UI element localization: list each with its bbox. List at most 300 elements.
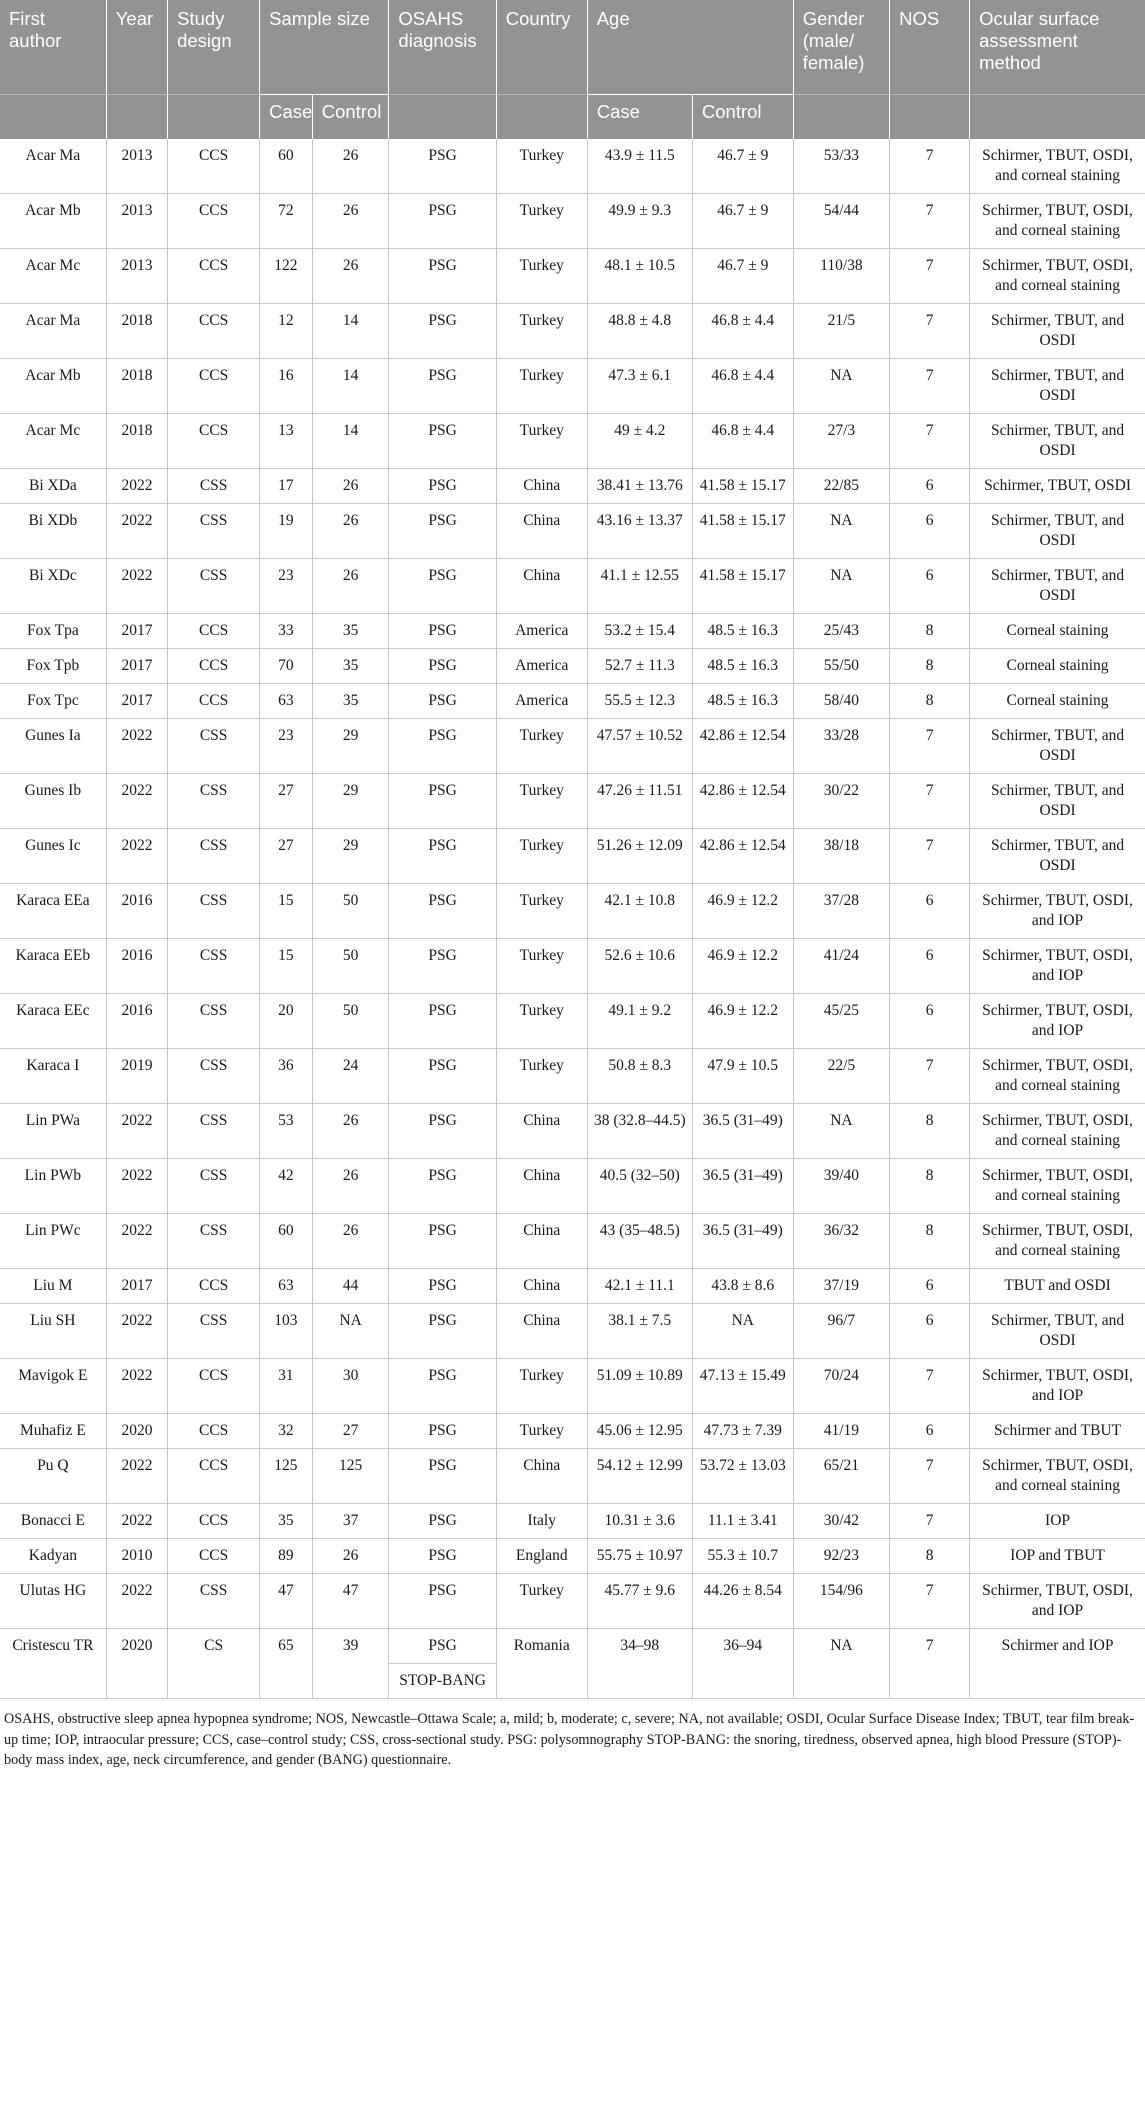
cell-ocular-method: Schirmer, TBUT, and OSDI bbox=[970, 774, 1145, 829]
cell-gender: 41/24 bbox=[793, 939, 889, 994]
header-sample-size: Sample size bbox=[260, 0, 389, 95]
cell-first-author: Bi XDb bbox=[0, 504, 106, 559]
cell-study-design: CCS bbox=[168, 359, 260, 414]
cell-sample-control: 14 bbox=[312, 359, 389, 414]
table-row bbox=[0, 1104, 1145, 1159]
cell-diagnosis: PSG bbox=[389, 719, 496, 774]
cell-age-case: 49.1 ± 9.2 bbox=[587, 994, 692, 1049]
cell-diagnosis: PSG bbox=[389, 614, 496, 649]
cell-year: 2022 bbox=[106, 1574, 167, 1629]
cell-diagnosis-extra: STOP-BANG bbox=[389, 1664, 496, 1699]
cell-year: 2022 bbox=[106, 1449, 167, 1504]
cell-country: Turkey bbox=[496, 304, 587, 359]
cell-gender: 33/28 bbox=[793, 719, 889, 774]
cell-gender: NA bbox=[793, 1629, 889, 1699]
cell-study-design: CCS bbox=[168, 304, 260, 359]
cell-country: Turkey bbox=[496, 1049, 587, 1104]
cell-sample-control: 39 bbox=[312, 1629, 389, 1699]
table-row bbox=[0, 304, 1145, 359]
cell-ocular-method: Schirmer, TBUT, OSDI, and corneal staining bbox=[970, 1104, 1145, 1159]
header-spacer bbox=[0, 95, 106, 140]
cell-study-design: CS bbox=[168, 1629, 260, 1699]
cell-ocular-method: Corneal staining bbox=[970, 614, 1145, 649]
cell-country: America bbox=[496, 614, 587, 649]
cell-ocular-method: Schirmer, TBUT, OSDI, and corneal staining bbox=[970, 139, 1145, 194]
cell-country: Turkey bbox=[496, 774, 587, 829]
cell-nos: 6 bbox=[890, 1269, 970, 1304]
cell-sample-case: 20 bbox=[260, 994, 313, 1049]
cell-age-control: 46.8 ± 4.4 bbox=[692, 414, 793, 469]
cell-gender: 154/96 bbox=[793, 1574, 889, 1629]
cell-ocular-method: Corneal staining bbox=[970, 649, 1145, 684]
cell-sample-case: 125 bbox=[260, 1449, 313, 1504]
cell-country: Turkey bbox=[496, 884, 587, 939]
cell-age-case: 42.1 ± 10.8 bbox=[587, 884, 692, 939]
cell-year: 2022 bbox=[106, 504, 167, 559]
cell-sample-control: 37 bbox=[312, 1504, 389, 1539]
cell-sample-case: 122 bbox=[260, 249, 313, 304]
cell-sample-control: 50 bbox=[312, 939, 389, 994]
cell-country: Turkey bbox=[496, 414, 587, 469]
cell-nos: 6 bbox=[890, 1414, 970, 1449]
cell-age-control: 48.5 ± 16.3 bbox=[692, 684, 793, 719]
cell-age-case: 41.1 ± 12.55 bbox=[587, 559, 692, 614]
table-row bbox=[0, 1449, 1145, 1504]
cell-year: 2018 bbox=[106, 414, 167, 469]
cell-sample-case: 65 bbox=[260, 1629, 313, 1699]
cell-sample-control: 47 bbox=[312, 1574, 389, 1629]
cell-first-author: Lin PWc bbox=[0, 1214, 106, 1269]
cell-country: Turkey bbox=[496, 1574, 587, 1629]
table-row bbox=[0, 719, 1145, 774]
cell-first-author: Karaca EEa bbox=[0, 884, 106, 939]
cell-sample-control: 26 bbox=[312, 1104, 389, 1159]
cell-country: England bbox=[496, 1539, 587, 1574]
cell-sample-case: 35 bbox=[260, 1504, 313, 1539]
cell-nos: 7 bbox=[890, 139, 970, 194]
cell-diagnosis: PSG bbox=[389, 774, 496, 829]
header-ocular-method: Ocular surface assessment method bbox=[970, 0, 1145, 95]
cell-first-author: Gunes Ia bbox=[0, 719, 106, 774]
cell-nos: 8 bbox=[890, 684, 970, 719]
cell-age-control: 36–94 bbox=[692, 1629, 793, 1699]
header-spacer bbox=[793, 95, 889, 140]
cell-age-case: 43.16 ± 13.37 bbox=[587, 504, 692, 559]
table-row bbox=[0, 559, 1145, 614]
cell-age-case: 51.26 ± 12.09 bbox=[587, 829, 692, 884]
cell-study-design: CCS bbox=[168, 614, 260, 649]
cell-study-design: CSS bbox=[168, 1159, 260, 1214]
cell-nos: 6 bbox=[890, 1304, 970, 1359]
cell-age-case: 43 (35–48.5) bbox=[587, 1214, 692, 1269]
cell-ocular-method: Schirmer, TBUT, and OSDI bbox=[970, 359, 1145, 414]
cell-gender: 92/23 bbox=[793, 1539, 889, 1574]
cell-first-author: Bi XDa bbox=[0, 469, 106, 504]
header-age: Age bbox=[587, 0, 793, 95]
cell-study-design: CCS bbox=[168, 1449, 260, 1504]
cell-study-design: CSS bbox=[168, 884, 260, 939]
table-footnote: OSAHS, obstructive sleep apnea hypopnea syndrome; NOS, Newcastle–Ottawa Scale; a, mild; b, moderate; c, severe; NA, not available; OSDI, Ocular Surface Disease Index; TBUT, tear film break-up time; IOP, intraocular pressure; CCS, case–control study; CSS, cross-sectional study. PSG: polysomnography STOP-BANG: the snoring, tiredness, observed apnea, high blood Pressure (STOP)-body mass index, age, neck circumference, and gender (BANG) questionnaire. bbox=[4, 1711, 1135, 1768]
cell-diagnosis: PSG bbox=[389, 559, 496, 614]
cell-country: Turkey bbox=[496, 194, 587, 249]
header-gender: Gender (male/ female) bbox=[793, 0, 889, 95]
cell-age-control: 42.86 ± 12.54 bbox=[692, 829, 793, 884]
cell-diagnosis: PSG bbox=[389, 1269, 496, 1304]
cell-sample-control: 29 bbox=[312, 829, 389, 884]
cell-sample-case: 53 bbox=[260, 1104, 313, 1159]
cell-year: 2022 bbox=[106, 829, 167, 884]
header-first-author: First author bbox=[0, 0, 106, 95]
cell-ocular-method: Schirmer and TBUT bbox=[970, 1414, 1145, 1449]
cell-ocular-method: IOP bbox=[970, 1504, 1145, 1539]
cell-year: 2022 bbox=[106, 1159, 167, 1214]
cell-gender: 30/22 bbox=[793, 774, 889, 829]
cell-ocular-method: Schirmer, TBUT, and OSDI bbox=[970, 559, 1145, 614]
cell-age-case: 53.2 ± 15.4 bbox=[587, 614, 692, 649]
cell-study-design: CSS bbox=[168, 469, 260, 504]
cell-gender: 37/19 bbox=[793, 1269, 889, 1304]
cell-country: Turkey bbox=[496, 139, 587, 194]
cell-sample-control: 29 bbox=[312, 774, 389, 829]
cell-first-author: Liu M bbox=[0, 1269, 106, 1304]
cell-nos: 8 bbox=[890, 1539, 970, 1574]
cell-country: China bbox=[496, 469, 587, 504]
cell-age-case: 40.5 (32–50) bbox=[587, 1159, 692, 1214]
cell-country: America bbox=[496, 684, 587, 719]
header-sample-control: Control bbox=[312, 95, 389, 140]
cell-country: Turkey bbox=[496, 829, 587, 884]
header-spacer bbox=[389, 95, 496, 140]
cell-nos: 7 bbox=[890, 1049, 970, 1104]
cell-ocular-method: Schirmer, TBUT, OSDI bbox=[970, 469, 1145, 504]
cell-nos: 6 bbox=[890, 559, 970, 614]
cell-gender: 25/43 bbox=[793, 614, 889, 649]
cell-ocular-method: Schirmer and IOP bbox=[970, 1629, 1145, 1699]
cell-age-control: 48.5 ± 16.3 bbox=[692, 649, 793, 684]
cell-ocular-method: Schirmer, TBUT, and OSDI bbox=[970, 304, 1145, 359]
cell-sample-control: 125 bbox=[312, 1449, 389, 1504]
cell-sample-case: 19 bbox=[260, 504, 313, 559]
cell-diagnosis: PSG bbox=[389, 1359, 496, 1414]
cell-ocular-method: IOP and TBUT bbox=[970, 1539, 1145, 1574]
cell-nos: 7 bbox=[890, 774, 970, 829]
cell-diagnosis: PSG bbox=[389, 1504, 496, 1539]
cell-ocular-method: Schirmer, TBUT, and OSDI bbox=[970, 1304, 1145, 1359]
cell-year: 2022 bbox=[106, 1359, 167, 1414]
cell-country: China bbox=[496, 1104, 587, 1159]
cell-nos: 6 bbox=[890, 504, 970, 559]
cell-country: Italy bbox=[496, 1504, 587, 1539]
cell-nos: 6 bbox=[890, 884, 970, 939]
cell-age-control: 36.5 (31–49) bbox=[692, 1104, 793, 1159]
cell-nos: 7 bbox=[890, 414, 970, 469]
cell-nos: 7 bbox=[890, 304, 970, 359]
cell-nos: 6 bbox=[890, 994, 970, 1049]
cell-diagnosis: PSG bbox=[389, 939, 496, 994]
cell-year: 2013 bbox=[106, 194, 167, 249]
cell-age-case: 10.31 ± 3.6 bbox=[587, 1504, 692, 1539]
cell-sample-control: 26 bbox=[312, 504, 389, 559]
cell-study-design: CSS bbox=[168, 1214, 260, 1269]
cell-ocular-method: Schirmer, TBUT, and OSDI bbox=[970, 414, 1145, 469]
cell-sample-control: 26 bbox=[312, 194, 389, 249]
cell-gender: NA bbox=[793, 359, 889, 414]
cell-country: China bbox=[496, 1449, 587, 1504]
cell-ocular-method: Schirmer, TBUT, OSDI, and IOP bbox=[970, 939, 1145, 994]
table-row bbox=[0, 1359, 1145, 1414]
table-row bbox=[0, 829, 1145, 884]
cell-age-case: 47.3 ± 6.1 bbox=[587, 359, 692, 414]
header-study-design: Study design bbox=[168, 0, 260, 95]
cell-first-author: Karaca EEc bbox=[0, 994, 106, 1049]
cell-age-control: 53.72 ± 13.03 bbox=[692, 1449, 793, 1504]
cell-first-author: Muhafiz E bbox=[0, 1414, 106, 1449]
cell-gender: 30/42 bbox=[793, 1504, 889, 1539]
cell-age-case: 48.1 ± 10.5 bbox=[587, 249, 692, 304]
cell-gender: 110/38 bbox=[793, 249, 889, 304]
cell-age-control: 36.5 (31–49) bbox=[692, 1159, 793, 1214]
cell-study-design: CCS bbox=[168, 684, 260, 719]
cell-gender: 53/33 bbox=[793, 139, 889, 194]
table-row bbox=[0, 1304, 1145, 1359]
table-row bbox=[0, 1414, 1145, 1449]
cell-age-case: 34–98 bbox=[587, 1629, 692, 1699]
cell-ocular-method: Schirmer, TBUT, OSDI, and IOP bbox=[970, 884, 1145, 939]
table-row bbox=[0, 1049, 1145, 1104]
cell-diagnosis: PSG bbox=[389, 1539, 496, 1574]
cell-gender: 65/21 bbox=[793, 1449, 889, 1504]
cell-sample-control: 35 bbox=[312, 649, 389, 684]
cell-age-control: 44.26 ± 8.54 bbox=[692, 1574, 793, 1629]
cell-first-author: Acar Mc bbox=[0, 249, 106, 304]
cell-year: 2016 bbox=[106, 994, 167, 1049]
cell-sample-case: 42 bbox=[260, 1159, 313, 1214]
cell-year: 2022 bbox=[106, 1104, 167, 1159]
cell-first-author: Acar Mb bbox=[0, 359, 106, 414]
cell-nos: 6 bbox=[890, 469, 970, 504]
cell-diagnosis: PSG bbox=[389, 504, 496, 559]
cell-study-design: CCS bbox=[168, 1359, 260, 1414]
cell-gender: 37/28 bbox=[793, 884, 889, 939]
cell-year: 2018 bbox=[106, 304, 167, 359]
cell-first-author: Fox Tpc bbox=[0, 684, 106, 719]
cell-sample-control: 26 bbox=[312, 559, 389, 614]
cell-ocular-method: Corneal staining bbox=[970, 684, 1145, 719]
cell-year: 2016 bbox=[106, 939, 167, 994]
table-row bbox=[0, 684, 1145, 719]
cell-sample-control: 35 bbox=[312, 614, 389, 649]
cell-nos: 7 bbox=[890, 249, 970, 304]
cell-diagnosis: PSG bbox=[389, 414, 496, 469]
cell-sample-control: 24 bbox=[312, 1049, 389, 1104]
cell-sample-case: 17 bbox=[260, 469, 313, 504]
header-spacer bbox=[890, 95, 970, 140]
cell-study-design: CCS bbox=[168, 1414, 260, 1449]
cell-diagnosis: PSG bbox=[389, 884, 496, 939]
cell-sample-case: 12 bbox=[260, 304, 313, 359]
cell-nos: 8 bbox=[890, 614, 970, 649]
header-spacer bbox=[106, 95, 167, 140]
cell-first-author: Fox Tpa bbox=[0, 614, 106, 649]
cell-sample-control: 26 bbox=[312, 469, 389, 504]
table-row bbox=[0, 774, 1145, 829]
cell-sample-control: 26 bbox=[312, 249, 389, 304]
cell-sample-control: 50 bbox=[312, 884, 389, 939]
cell-sample-case: 60 bbox=[260, 139, 313, 194]
cell-sample-case: 47 bbox=[260, 1574, 313, 1629]
cell-age-case: 45.77 ± 9.6 bbox=[587, 1574, 692, 1629]
cell-sample-case: 33 bbox=[260, 614, 313, 649]
cell-country: Turkey bbox=[496, 994, 587, 1049]
cell-sample-control: 29 bbox=[312, 719, 389, 774]
cell-first-author: Bonacci E bbox=[0, 1504, 106, 1539]
cell-age-control: 46.9 ± 12.2 bbox=[692, 884, 793, 939]
cell-diagnosis: PSG bbox=[389, 1104, 496, 1159]
cell-study-design: CCS bbox=[168, 1269, 260, 1304]
header-spacer bbox=[168, 95, 260, 140]
cell-nos: 8 bbox=[890, 1159, 970, 1214]
cell-age-control: 47.9 ± 10.5 bbox=[692, 1049, 793, 1104]
cell-first-author: Pu Q bbox=[0, 1449, 106, 1504]
cell-first-author: Kadyan bbox=[0, 1539, 106, 1574]
table-row bbox=[0, 359, 1145, 414]
cell-sample-control: 26 bbox=[312, 1159, 389, 1214]
header-nos: NOS bbox=[890, 0, 970, 95]
cell-nos: 8 bbox=[890, 649, 970, 684]
cell-sample-case: 60 bbox=[260, 1214, 313, 1269]
cell-diagnosis: PSG bbox=[389, 1449, 496, 1504]
cell-sample-case: 16 bbox=[260, 359, 313, 414]
cell-diagnosis: PSG bbox=[389, 1629, 496, 1664]
cell-study-design: CCS bbox=[168, 1504, 260, 1539]
cell-gender: NA bbox=[793, 504, 889, 559]
table-row bbox=[0, 614, 1145, 649]
cell-country: China bbox=[496, 1214, 587, 1269]
cell-first-author: Gunes Ib bbox=[0, 774, 106, 829]
cell-study-design: CSS bbox=[168, 1574, 260, 1629]
cell-gender: 36/32 bbox=[793, 1214, 889, 1269]
header-osahs-diagnosis: OSAHS diagnosis bbox=[389, 0, 496, 95]
cell-first-author: Ulutas HG bbox=[0, 1574, 106, 1629]
cell-ocular-method: Schirmer, TBUT, OSDI, and IOP bbox=[970, 1359, 1145, 1414]
cell-ocular-method: Schirmer, TBUT, OSDI, and corneal staining bbox=[970, 1049, 1145, 1104]
cell-first-author: Fox Tpb bbox=[0, 649, 106, 684]
table-row bbox=[0, 1574, 1145, 1629]
table-row bbox=[0, 939, 1145, 994]
cell-nos: 7 bbox=[890, 194, 970, 249]
cell-gender: 27/3 bbox=[793, 414, 889, 469]
cell-gender: 45/25 bbox=[793, 994, 889, 1049]
cell-diagnosis: PSG bbox=[389, 1214, 496, 1269]
cell-study-design: CCS bbox=[168, 1539, 260, 1574]
cell-sample-case: 70 bbox=[260, 649, 313, 684]
cell-ocular-method: Schirmer, TBUT, OSDI, and corneal staining bbox=[970, 194, 1145, 249]
cell-country: Romania bbox=[496, 1629, 587, 1699]
cell-nos: 7 bbox=[890, 719, 970, 774]
header-country: Country bbox=[496, 0, 587, 95]
cell-gender: NA bbox=[793, 1104, 889, 1159]
cell-country: China bbox=[496, 1304, 587, 1359]
cell-sample-control: 26 bbox=[312, 139, 389, 194]
cell-gender: 55/50 bbox=[793, 649, 889, 684]
cell-age-control: NA bbox=[692, 1304, 793, 1359]
cell-sample-control: 35 bbox=[312, 684, 389, 719]
cell-nos: 7 bbox=[890, 1504, 970, 1539]
cell-sample-case: 13 bbox=[260, 414, 313, 469]
cell-age-control: 43.8 ± 8.6 bbox=[692, 1269, 793, 1304]
cell-gender: 21/5 bbox=[793, 304, 889, 359]
cell-study-design: CCS bbox=[168, 414, 260, 469]
cell-age-case: 38 (32.8–44.5) bbox=[587, 1104, 692, 1159]
cell-sample-case: 23 bbox=[260, 719, 313, 774]
cell-sample-case: 23 bbox=[260, 559, 313, 614]
table-row bbox=[0, 1159, 1145, 1214]
cell-age-case: 55.75 ± 10.97 bbox=[587, 1539, 692, 1574]
cell-year: 2017 bbox=[106, 614, 167, 649]
cell-study-design: CSS bbox=[168, 719, 260, 774]
cell-gender: 38/18 bbox=[793, 829, 889, 884]
table-row bbox=[0, 994, 1145, 1049]
cell-first-author: Acar Ma bbox=[0, 139, 106, 194]
cell-year: 2013 bbox=[106, 139, 167, 194]
cell-ocular-method: Schirmer, TBUT, OSDI, and IOP bbox=[970, 1574, 1145, 1629]
header-age-control: Control bbox=[692, 95, 793, 140]
cell-sample-case: 15 bbox=[260, 884, 313, 939]
cell-age-case: 54.12 ± 12.99 bbox=[587, 1449, 692, 1504]
cell-diagnosis: PSG bbox=[389, 684, 496, 719]
cell-age-control: 47.73 ± 7.39 bbox=[692, 1414, 793, 1449]
cell-age-control: 46.8 ± 4.4 bbox=[692, 304, 793, 359]
cell-diagnosis: PSG bbox=[389, 1049, 496, 1104]
cell-year: 2022 bbox=[106, 1214, 167, 1269]
cell-diagnosis: PSG bbox=[389, 994, 496, 1049]
cell-age-control: 46.7 ± 9 bbox=[692, 139, 793, 194]
cell-sample-case: 63 bbox=[260, 1269, 313, 1304]
cell-age-case: 47.57 ± 10.52 bbox=[587, 719, 692, 774]
cell-nos: 6 bbox=[890, 939, 970, 994]
cell-ocular-method: Schirmer, TBUT, OSDI, and corneal staining bbox=[970, 1214, 1145, 1269]
cell-country: China bbox=[496, 559, 587, 614]
cell-year: 2022 bbox=[106, 1504, 167, 1539]
cell-study-design: CSS bbox=[168, 829, 260, 884]
cell-sample-control: 44 bbox=[312, 1269, 389, 1304]
cell-sample-control: 50 bbox=[312, 994, 389, 1049]
cell-age-case: 38.41 ± 13.76 bbox=[587, 469, 692, 504]
cell-age-case: 49.9 ± 9.3 bbox=[587, 194, 692, 249]
cell-gender: 22/5 bbox=[793, 1049, 889, 1104]
table-row bbox=[0, 1214, 1145, 1269]
cell-diagnosis: PSG bbox=[389, 1414, 496, 1449]
cell-year: 2016 bbox=[106, 884, 167, 939]
cell-sample-control: 14 bbox=[312, 304, 389, 359]
cell-study-design: CSS bbox=[168, 939, 260, 994]
table-body bbox=[0, 139, 1145, 1699]
cell-diagnosis: PSG bbox=[389, 249, 496, 304]
cell-country: Turkey bbox=[496, 939, 587, 994]
cell-age-case: 52.7 ± 11.3 bbox=[587, 649, 692, 684]
cell-year: 2017 bbox=[106, 649, 167, 684]
cell-age-control: 41.58 ± 15.17 bbox=[692, 559, 793, 614]
cell-diagnosis: PSG bbox=[389, 139, 496, 194]
cell-gender: 58/40 bbox=[793, 684, 889, 719]
table-row bbox=[0, 504, 1145, 559]
cell-study-design: CSS bbox=[168, 1049, 260, 1104]
cell-first-author: Mavigok E bbox=[0, 1359, 106, 1414]
header-sample-case: Case bbox=[260, 95, 313, 140]
header-spacer bbox=[970, 95, 1145, 140]
cell-ocular-method: Schirmer, TBUT, and OSDI bbox=[970, 829, 1145, 884]
cell-year: 2022 bbox=[106, 1304, 167, 1359]
